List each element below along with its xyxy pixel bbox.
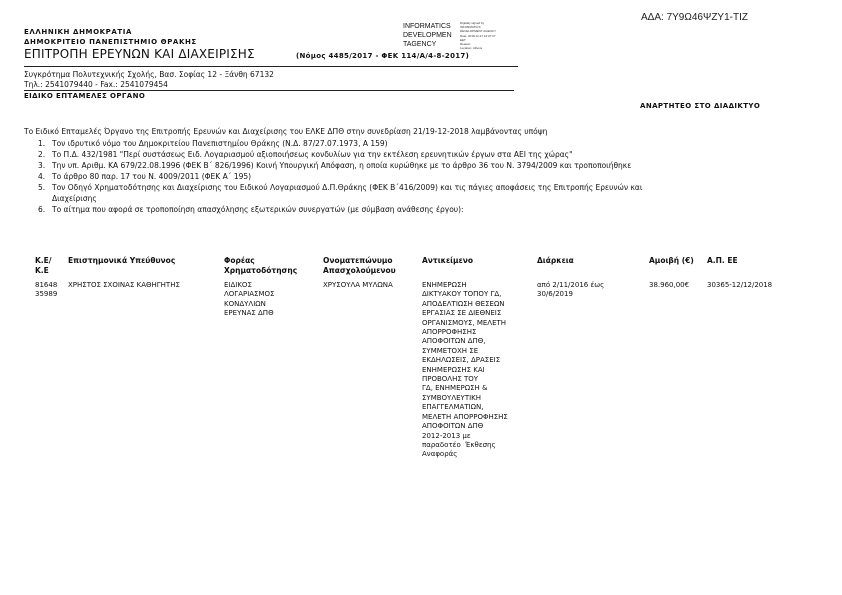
item-text: Τον ιδρυτικό νόμο του Δημοκριτείου Πανεπιστημίου Θράκης (Ν.Δ. 87/27.07.1973, Α 159) <box>52 139 388 148</box>
item-number: 5. <box>38 183 46 192</box>
item-text: Τον Οδηγό Χρηματοδότησης και Διαχείρισης του Ειδικού Λογαριασμού Δ.Π.Θράκης (ΦΕΚ Β΄416/2009) και τις πάγιες αποφάσεις της Επιτροπής Ερευνών και <box>52 183 643 192</box>
column-header-funder: Φορέας Χρηματοδότησης <box>224 256 298 275</box>
signature-detail: Location: Athens <box>460 46 483 51</box>
signature-detail: INFORMATICS <box>460 25 481 30</box>
signature-detail: Date: 2018.12.27 13:07:27 <box>460 33 496 38</box>
column-header-ke: Κ.Ε/ Κ.Ε <box>35 256 52 275</box>
signature-detail: Reason: <box>460 42 472 47</box>
organ-title: ΕΙΔΙΚΟ ΕΠΤΑΜΕΛΕΣ ΟΡΓΑΝΟ <box>24 92 146 100</box>
list-item <box>52 193 772 204</box>
column-header-subject: Αντικείμενο <box>422 256 474 265</box>
header-country: ΕΛΛΗΝΙΚΗ ΔΗΜΟΚΡΑΤΙΑ <box>24 28 133 36</box>
signature-details <box>460 21 496 50</box>
cell-subject: ΕΝΗΜΕΡΩΣΗ ΔΙΚΤΥΑΚΟΥ ΤΟΠΟΥ ΓΔ, ΑΠΟΔΕΛΤΙΩΣΗ ΘΕΣΕΩΝ ΕΡΓΑΣΙΑΣ ΣΕ ΔΙΕΘΝΕΙΣ ΟΡΓΑΝΙΣΜΟΥΣ, ΜΕΛΕΤΗ ΑΠΟΡΡΟΦΗΣΗΣ ΑΠΟΦΟΙΤΩΝ ΔΠΘ, ΣΥΜΜΕΤΟΧΗ ΣΕ ΕΚΔΗΛΩΣΕΙΣ, ΔΡΑΣΕΙΣ ΕΝΗΜΕΡΩΣΗΣ ΚΑΙ ΠΡΟΒΟΛΗΣ ΤΟΥ ΓΔ, ΕΝΗΜΕΡΩΣΗ & ΣΥΜΒΟΥΛΕΥΤΙΚΗ ΕΠΑΓΓΕΛΜΑΤΙΩΝ, ΜΕΛΕΤΗ ΑΠΟΡΡΟΦΗΣΗΣ ΑΠΟΦΟΙΤΩΝ ΔΠΘ 2012-2013 με παραδοτέο Έκθεσης Αναφοράς <box>422 281 508 459</box>
item-text: Το αίτημα που αφορά σε τροποποίηση απασχόλησης εξωτερικών συνεργατών (με σύμβαση ανάθεσης έργου): <box>52 205 464 214</box>
address-divider <box>24 90 514 91</box>
item-number: 6. <box>38 205 46 214</box>
signature-line: TAGENCY <box>403 41 437 48</box>
list-item <box>38 160 772 171</box>
list-item <box>38 171 772 182</box>
considerations-list <box>38 138 772 215</box>
signature-detail: EET <box>460 37 466 42</box>
posting-notice: ΑΝΑΡΤΗΤΕΟ ΣΤΟ ΔΙΑΔΙΚΤΥΟ <box>640 102 761 110</box>
header-university: ΔΗΜΟΚΡΙΤΕΙΟ ΠΑΝΕΠΙΣΤΗΜΙΟ ΘΡΑΚΗΣ <box>24 38 197 46</box>
item-text: Το Π.Δ. 432/1981 "Περί συστάσεως Ειδ. Λογαριασμού αξιοποιήσεως κονδυλίων για την εκτέλεση ερευνητικών έργων στα ΑΕΙ της χώρας" <box>52 150 573 159</box>
header-committee: ΕΠΙΤΡΟΠΗ ΕΡΕΥΝΩΝ ΚΑΙ ΔΙΑΧΕΙΡΙΣΗΣ <box>24 47 255 61</box>
item-number: 2. <box>38 150 46 159</box>
cell-amount: 38.960,00€ <box>649 281 690 289</box>
signature-line: INFORMATICS <box>403 23 451 30</box>
column-header-ref: Α.Π. ΕΕ <box>707 256 738 265</box>
item-number: 3. <box>38 161 46 170</box>
cell-ke: 81648 35989 <box>35 281 58 299</box>
ada-code: ΑΔΑ: 7Υ9Ω46ΨΖΥ1-ΤΙΖ <box>641 12 748 23</box>
signature-detail: DEVELOPMENT AGENCY <box>460 29 496 34</box>
header-divider <box>24 66 518 67</box>
item-text: Το άρθρο 80 παρ. 17 του Ν. 4009/2011 (ΦΕΚ Α΄ 195) <box>52 172 252 181</box>
item-number: 1. <box>38 139 46 148</box>
signature-detail: Digitally signed by <box>460 21 485 25</box>
signature-line: DEVELOPMEN <box>403 32 452 39</box>
item-number: 4. <box>38 172 46 181</box>
item-text: Διαχείρισης <box>52 194 97 203</box>
signature-stamp <box>403 22 452 49</box>
list-item <box>38 182 772 193</box>
list-item <box>38 149 772 160</box>
list-item <box>38 138 772 149</box>
cell-supervisor: ΧΡΗΣΤΟΣ ΣΧΟΙΝΑΣ ΚΑΘΗΓΗΤΗΣ <box>68 281 180 289</box>
item-text: Την υπ. Αριθμ. ΚΑ 679/22.08.1996 (ΦΕΚ Β΄ 826/1996) Κοινή Υπουργική Απόφαση, η οποία κυρώθηκε με το άρθρο 36 του Ν. 3794/2009 και τροποποιήθηκε <box>52 161 632 170</box>
column-header-duration: Διάρκεια <box>537 256 574 265</box>
cell-employee: ΧΡΥΣΟΥΛΑ ΜΥΛΩΝΑ <box>323 281 393 289</box>
column-header-employee: Ονοματεπώνυμο Απασχολούμενου <box>323 256 396 275</box>
cell-ref: 30365-12/12/2018 <box>707 281 773 289</box>
address: Συγκρότημα Πολυτεχνικής Σχολής, Βασ. Σοφίας 12 - Ξάνθη 67132 <box>24 70 274 79</box>
list-item <box>38 204 772 215</box>
phone: Τηλ.: 2541079440 - Fax.: 2541079454 <box>24 80 168 89</box>
intro-text: Το Ειδικό Επταμελές Όργανο της Επιτροπής Ερευνών και Διαχείρισης του ΕΛΚΕ ΔΠΘ στην συνεδρίαση 21/19-12-2018 λαμβάνοντας υπόψη <box>24 127 548 136</box>
header-law: (Νόμος 4485/2017 - ΦΕΚ 114/Α/4-8-2017) <box>296 52 470 60</box>
column-header-amount: Αμοιβή (€) <box>649 256 694 265</box>
cell-duration: από 2/11/2016 έως 30/6/2019 <box>537 281 605 299</box>
cell-funder: ΕΙΔΙΚΟΣ ΛΟΓΑΡΙΑΣΜΟΣ ΚΟΝΔΥΛΙΩΝ ΕΡΕΥΝΑΣ ΔΠΘ <box>224 281 275 318</box>
column-header-supervisor: Επιστημονικά Υπεύθυνος <box>68 256 176 265</box>
